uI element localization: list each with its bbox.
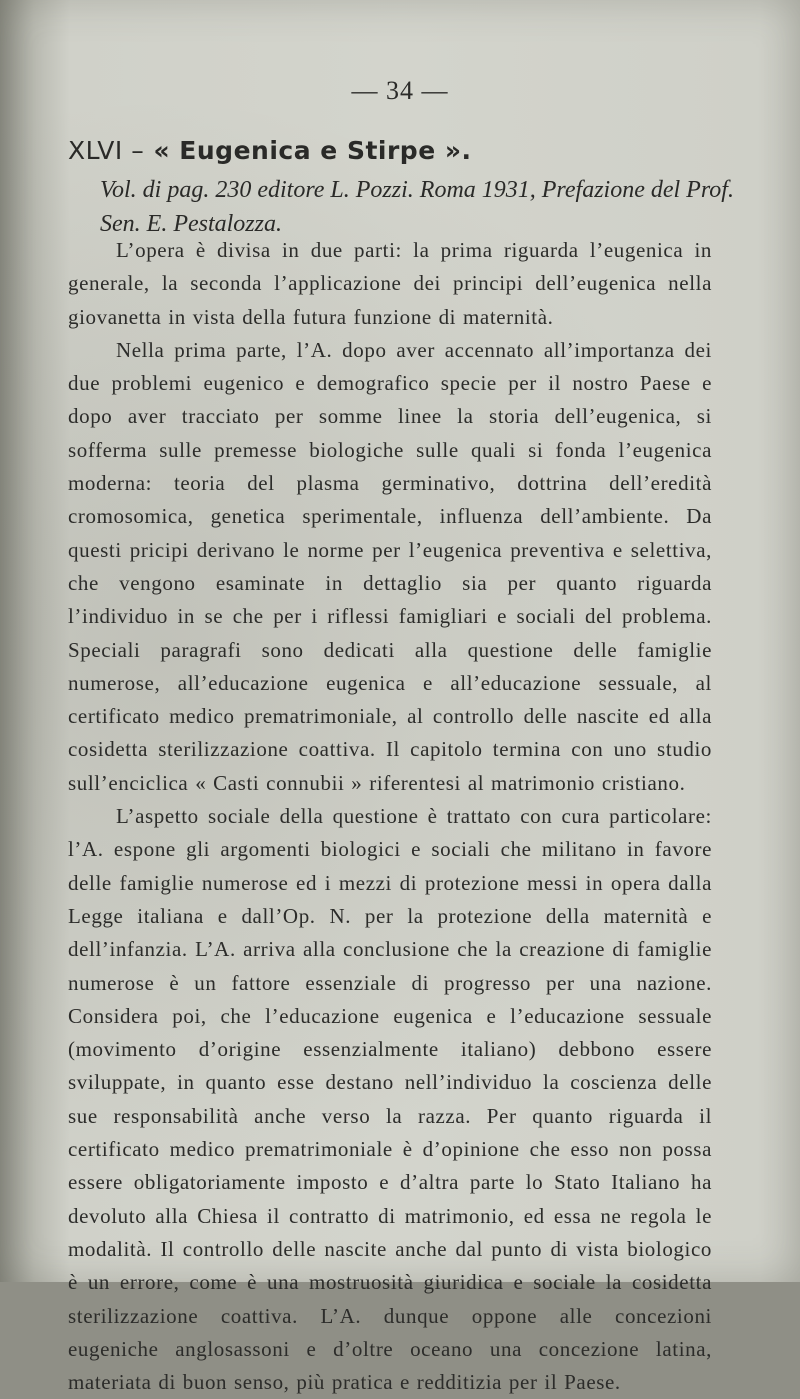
bibliographic-note: Vol. di pag. 230 editore L. Pozzi. Roma 1931, Prefazione del Prof. Sen. E. Pestalozza. [100,177,734,237]
review-body [68,234,712,1399]
paragraph: Nella prima parte, l’A. dopo aver accennato all’importanza dei due problemi eugenico e demografico specie per il nostro Paese e dopo aver tracciato per somme linee la storia dell’eugenica, si sofferma sulle premesse biologiche sulle quali si fonda l’eugenica moderna: teoria del plasma germinativo, dottrina dell’eredità cromosomica, genetica sperimentale, influenza dell’ambiente. Da questi pricipi derivano le norme per l’eugenica preventiva e selettiva, che vengono esaminate in dettaglio sia per quanto riguarda l’individuo in se che per i riflessi famigliari e sociali del problema. Speciali paragrafi sono dedicati alla questione delle famiglie numerose, all’educazione eugenica e all’educazione sessuale, al certificato medico prematrimoniale, al controllo delle nascite ed alla cosidetta sterilizzazione coattiva. Il capitolo termina con uno studio sull’enciclica « Casti connubii » riferentesi al matrimonio cristiano. [68,337,712,795]
paragraph: L’opera è divisa in due parti: la prima riguarda l’eugenica in generale, la seconda l’applicazione dei principi dell’eugenica nella giovanetta in vista della futura funzione di maternità. [68,238,712,329]
entry-number: XLVI – [68,136,145,165]
page-number: — 34 — [351,76,449,105]
entry-title: « Eugenica e Stirpe ». [153,136,472,165]
paragraph: L’aspetto sociale della questione è trattato con cura particolare: l’A. espone gli argomenti biologici e sociali che militano in favore delle famiglie numerose ed i mezzi di protezione messi in opera dalla Legge italiana e dall’Op. N. per la protezione della maternità e dell’infanzia. L’A. arriva alla conclusione che la creazione di famiglie numerose è un fattore essenziale di progresso per una nazione. Considera poi, che l’educazione eugenica e l’educazione sessuale (movimento d’origine essenzialmente italiano) debbono essere sviluppate, in quanto esse destano nell’individuo la coscienza delle sue responsabilità anche verso la razza. Per quanto riguarda il certificato medico prematrimoniale è d’opinione che esso non possa essere obligatoriamente imposto e d’altra parte lo Stato Italiano ha devoluto alla Chiesa il contratto di matrimonio, ed essa ne regola le modalità. Il controllo delle nascite anche dal punto di vista biologico è un errore, come è una mostruosità giuridica e sociale la cosidetta sterilizzazione coattiva. L’A. dunque oppone alle concezioni eugeniche anglosassoni e d’oltre oceano una concezione latina, materiata di buon senso, più pratica e redditizia per il Paese. [68,804,712,1395]
entry-heading [68,136,748,165]
